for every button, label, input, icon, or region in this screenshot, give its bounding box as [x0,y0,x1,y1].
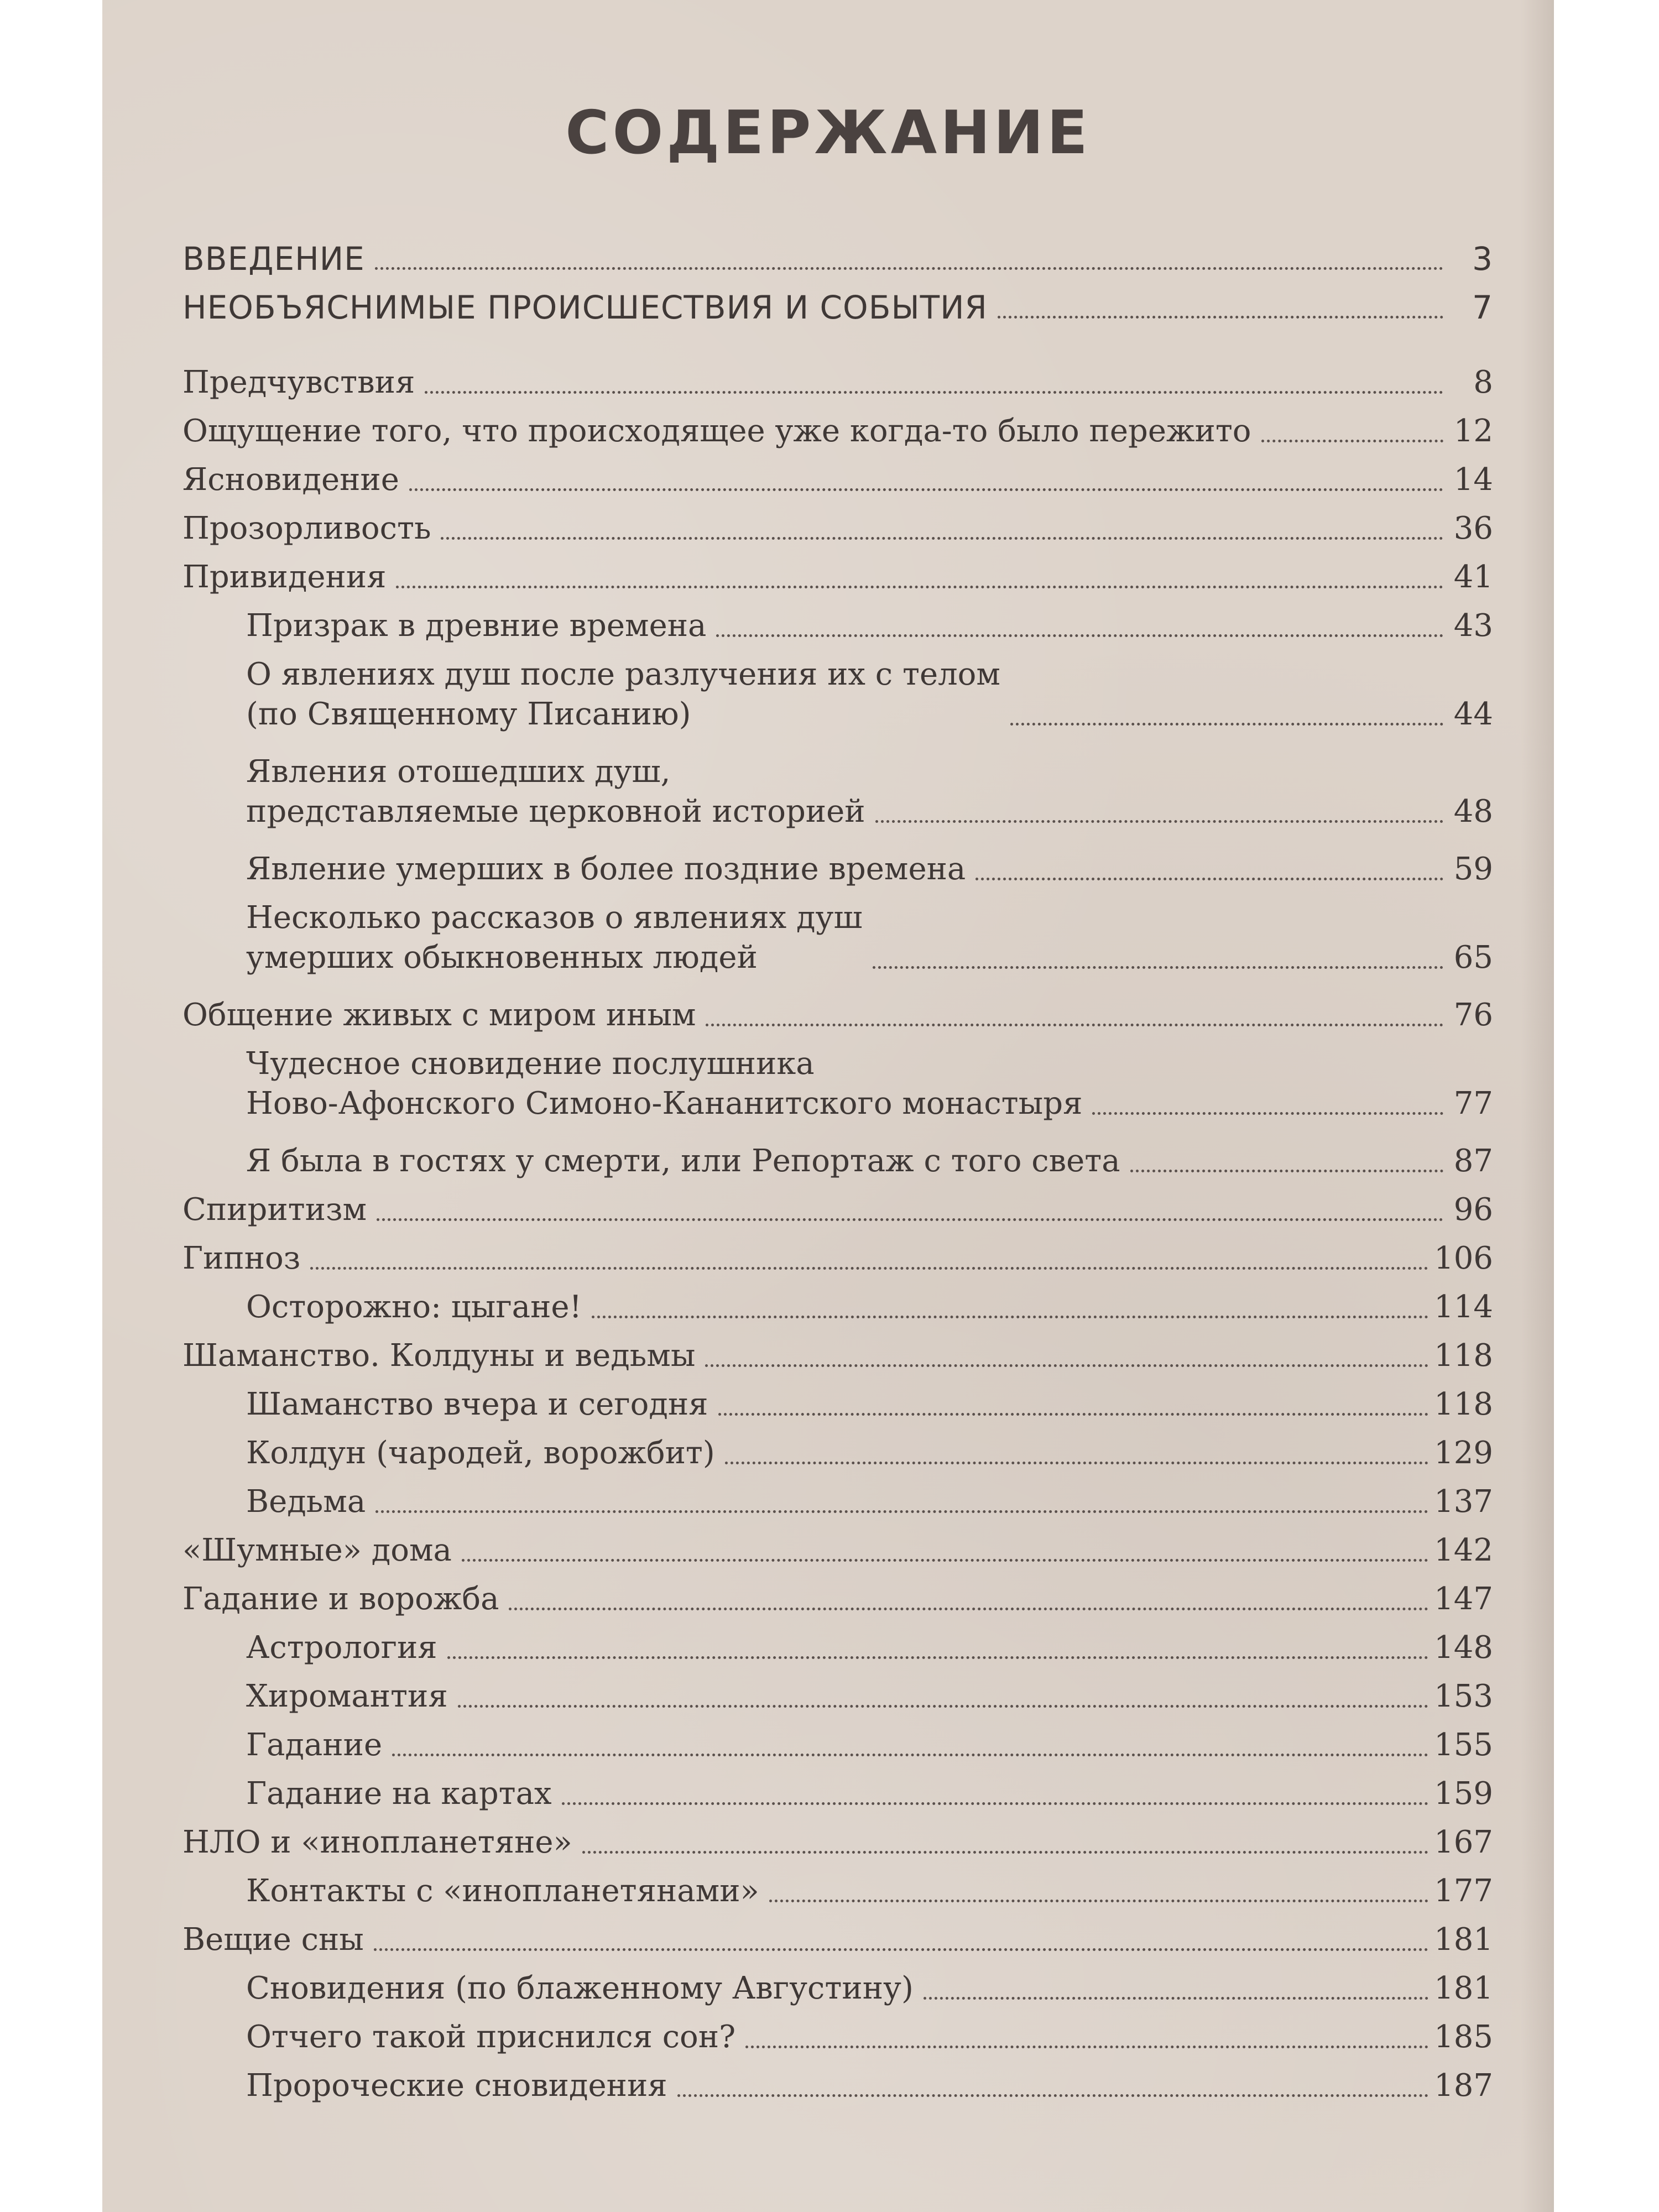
book-page [102,0,1554,2212]
dot-leader [975,878,1443,880]
toc-page-number: 185 [1434,2019,1493,2055]
dot-leader [375,267,1443,270]
toc-page-number: 76 [1453,997,1493,1033]
toc-entry-title [182,1920,364,1960]
toc-entry [246,2017,1493,2057]
dot-leader [396,586,1443,588]
toc-page-number: 43 [1453,608,1493,644]
toc-entry-title [246,1969,914,2008]
toc-page-number: 87 [1453,1143,1493,1179]
toc-entry-title [246,1482,366,1522]
toc-entry-title [246,752,865,832]
toc-entry-title-line: Осторожно: цыгане! [246,1289,582,1325]
dot-leader [409,488,1443,491]
toc-page-number: 187 [1434,2068,1493,2104]
toc-entry [246,1774,1493,1814]
toc-entry-title-line: Ощущение того, что происходящее уже когда-то было пережито [182,413,1251,449]
toc-entry [246,2066,1493,2106]
toc-entry [182,995,1493,1035]
toc-page-number: 148 [1434,1630,1493,1666]
toc-entry-title [182,995,696,1035]
toc-entry [182,411,1493,451]
dot-leader [425,391,1443,394]
toc-entry-title-line: Призрак в древние времена [246,608,707,644]
toc-entry-title-line: Сновидения (по блаженному Августину) [246,1970,914,2006]
toc-page-number: 77 [1453,1086,1493,1121]
dot-leader [441,537,1443,540]
toc-entry [246,898,1493,978]
toc-entry-title-line: умерших обыкновенных людей [246,940,758,975]
toc-page-number: 153 [1434,1678,1493,1714]
toc-entry [246,1141,1493,1181]
toc-entry-title-line: Прозорливость [182,510,431,546]
dot-leader [677,2094,1429,2097]
toc-page-number: 159 [1434,1776,1493,1812]
toc-entry-title [182,1531,452,1571]
toc-entry [246,606,1493,646]
toc-entry-title [182,509,431,549]
toc-entry [182,460,1493,500]
toc-page-number: 44 [1453,696,1493,732]
toc-entry [182,1920,1493,1960]
dot-leader [377,1218,1443,1221]
toc-entry-title-line: ВВЕДЕНИЕ [182,240,365,278]
toc-page-number: 59 [1453,851,1493,887]
toc-entry [246,849,1493,889]
toc-page-number: 41 [1453,559,1493,595]
dot-leader [310,1267,1428,1270]
toc-entry [246,1287,1493,1327]
toc-entry-title-line: Общение живых с миром иным [182,997,696,1033]
toc-page-number: 96 [1453,1192,1493,1228]
toc-entry-title-line: О явлениях душ после разлучения их с телом [246,656,1000,692]
toc-entry-title [246,1628,437,1668]
toc-entry-title [246,1141,1120,1181]
toc-entry [246,1628,1493,1668]
dot-leader [718,1413,1429,1416]
toc-entry-title-line: Гадание на картах [246,1776,552,1812]
toc-entry [182,239,1493,279]
dot-leader [582,1851,1428,1854]
toc-entry-title [246,1433,715,1473]
toc-entry-title [182,239,365,279]
toc-page-number: 65 [1453,940,1493,975]
toc-entry-title [246,2017,735,2057]
dot-leader [562,1802,1428,1805]
toc-entry-title-line: (по Священному Писанию) [246,696,691,732]
toc-entry-title [182,1239,300,1279]
dot-leader [447,1656,1429,1659]
toc-entry-title [182,363,415,403]
dot-leader [769,1900,1428,1902]
toc-entry-title [246,1677,448,1717]
toc-entry [182,509,1493,549]
dot-leader [716,634,1443,637]
toc-entry [246,1044,1493,1124]
toc-entry-title [246,655,1000,734]
toc-page-number: 12 [1453,413,1493,449]
toc-entry-title [246,1044,1082,1124]
toc-entry-title-line: Ведьма [246,1484,366,1520]
dot-leader [875,820,1443,823]
toc-entry [182,1190,1493,1230]
toc-entry-title-line: Хиромантия [246,1678,448,1714]
toc-entry [246,655,1493,734]
dot-leader [1092,1112,1443,1115]
toc-page-number: 114 [1434,1289,1493,1325]
dot-leader [458,1705,1428,1708]
toc-entry-title [246,606,706,646]
toc-entry [182,1579,1493,1619]
toc-entry-title-line: Контакты с «инопланетянами» [246,1873,759,1909]
dot-leader [1261,440,1443,442]
toc-entry-title [246,1871,759,1911]
toc-page-number: 3 [1472,240,1493,278]
toc-page-number: 129 [1434,1435,1493,1471]
toc-entry [246,1871,1493,1911]
dot-leader [374,1948,1428,1951]
toc-page-number: 177 [1434,1873,1493,1909]
toc-entry-title-line: Явления отошедших душ, [246,754,671,790]
toc-entry-title-line: Ново-Афонского Симоно-Кананитского монастыря [246,1086,1083,1121]
toc-page-number: 181 [1434,1970,1493,2006]
toc-entry-title [182,557,386,597]
toc-page-number: 137 [1434,1484,1493,1520]
toc-entry-title-line: Колдун (чародей, ворожбит) [246,1435,715,1471]
toc-entry [182,1336,1493,1376]
toc-entry [182,1531,1493,1571]
toc-entry-title [182,1579,499,1619]
dot-leader [1010,723,1443,726]
toc-entry [246,1482,1493,1522]
toc-entry-title-line: Астрология [246,1630,437,1666]
toc-entry-title [246,898,863,978]
toc-page-number: 142 [1434,1532,1493,1568]
dot-leader [509,1608,1428,1610]
toc-entry-title-line: Гипноз [182,1240,301,1276]
toc-entry-title [246,849,966,889]
toc-entry-title-line: Гадание [246,1727,383,1763]
toc-entry-title-line: Шаманство. Колдуны и ведьмы [182,1338,696,1374]
toc-entry [246,1677,1493,1717]
dot-leader [1130,1170,1443,1172]
toc-entry-title-line: «Шумные» дома [182,1532,452,1568]
toc-entry-title-line: Отчего такой приснился сон? [246,2019,736,2055]
dot-leader [392,1754,1428,1756]
toc-entry [182,1823,1493,1863]
toc-entry [182,363,1493,403]
dot-leader [592,1316,1428,1318]
toc-page-number: 181 [1434,1922,1493,1958]
toc-entry-title [182,460,399,500]
toc-entry-title [182,411,1251,451]
toc-entry [246,1969,1493,2008]
dot-leader [924,1997,1428,2000]
toc-entry-title-line: представляемые церковной историей [246,794,865,830]
toc-entry-title-line: Явление умерших в более поздние времена [246,851,966,887]
page-title: СОДЕРЖАНИЕ [565,98,1091,168]
toc-entry-title-line: Пророческие сновидения [246,2068,667,2104]
toc-entry [246,752,1493,832]
toc-entry-title-line: Несколько рассказов о явлениях душ [246,900,863,936]
toc-entry-title [246,1287,582,1327]
toc-entry-title-line: Вещие сны [182,1922,364,1958]
toc-entry-title [246,2066,667,2106]
toc-entry-title [182,288,988,327]
toc-page-number: 167 [1434,1824,1493,1860]
toc-page-number: 155 [1434,1727,1493,1763]
toc-entry [246,1725,1493,1765]
toc-entry [246,1433,1493,1473]
dot-leader [745,2046,1428,2048]
toc-entry [246,1385,1493,1425]
toc-page-number: 106 [1434,1240,1493,1276]
toc-entry-title-line: Ясновидение [182,462,399,498]
toc-entry-title-line: Шаманство вчера и сегодня [246,1386,708,1422]
toc-page-number: 48 [1453,794,1493,830]
toc-entry-title-line: Предчувствия [182,364,415,400]
page-edge-shadow [1521,0,1554,2212]
toc-entry-title-line: Чудесное сновидение послушника [246,1046,815,1082]
dot-leader [462,1559,1428,1562]
toc-entry-title [246,1725,382,1765]
toc-page-number: 7 [1472,289,1493,326]
toc-entry [182,557,1493,597]
toc-entry [182,1239,1493,1279]
dot-leader [873,966,1443,969]
toc-entry-title-line: НЕОБЪЯСНИМЫЕ ПРОИСШЕСТВИЯ И СОБЫТИЯ [182,289,988,326]
toc-entry-title [246,1385,708,1425]
toc-entry-title [246,1774,552,1814]
dot-leader [706,1024,1443,1026]
toc-entry [182,288,1493,327]
toc-entry-title-line: Я была в гостях у смерти, или Репортаж с того света [246,1143,1120,1179]
toc-page-number: 14 [1453,462,1493,498]
dot-leader [705,1364,1428,1367]
toc-page-number: 118 [1434,1338,1493,1374]
toc-page-number: 8 [1473,364,1493,400]
toc-entry-title [182,1336,695,1376]
toc-page-number: 118 [1434,1386,1493,1422]
toc-page-number: 36 [1453,510,1493,546]
toc-entry-title-line: Спиритизм [182,1192,367,1228]
toc-entry-title-line: Гадание и ворожба [182,1581,499,1617]
dot-leader [725,1462,1428,1464]
toc-entry-title-line: Привидения [182,559,387,595]
dot-leader [998,316,1443,319]
toc-page-number: 147 [1434,1581,1493,1617]
dot-leader [375,1510,1428,1513]
toc-entry-title-line: НЛО и «инопланетяне» [182,1824,572,1860]
toc-entry-title [182,1823,572,1863]
toc-entry-title [182,1190,367,1230]
